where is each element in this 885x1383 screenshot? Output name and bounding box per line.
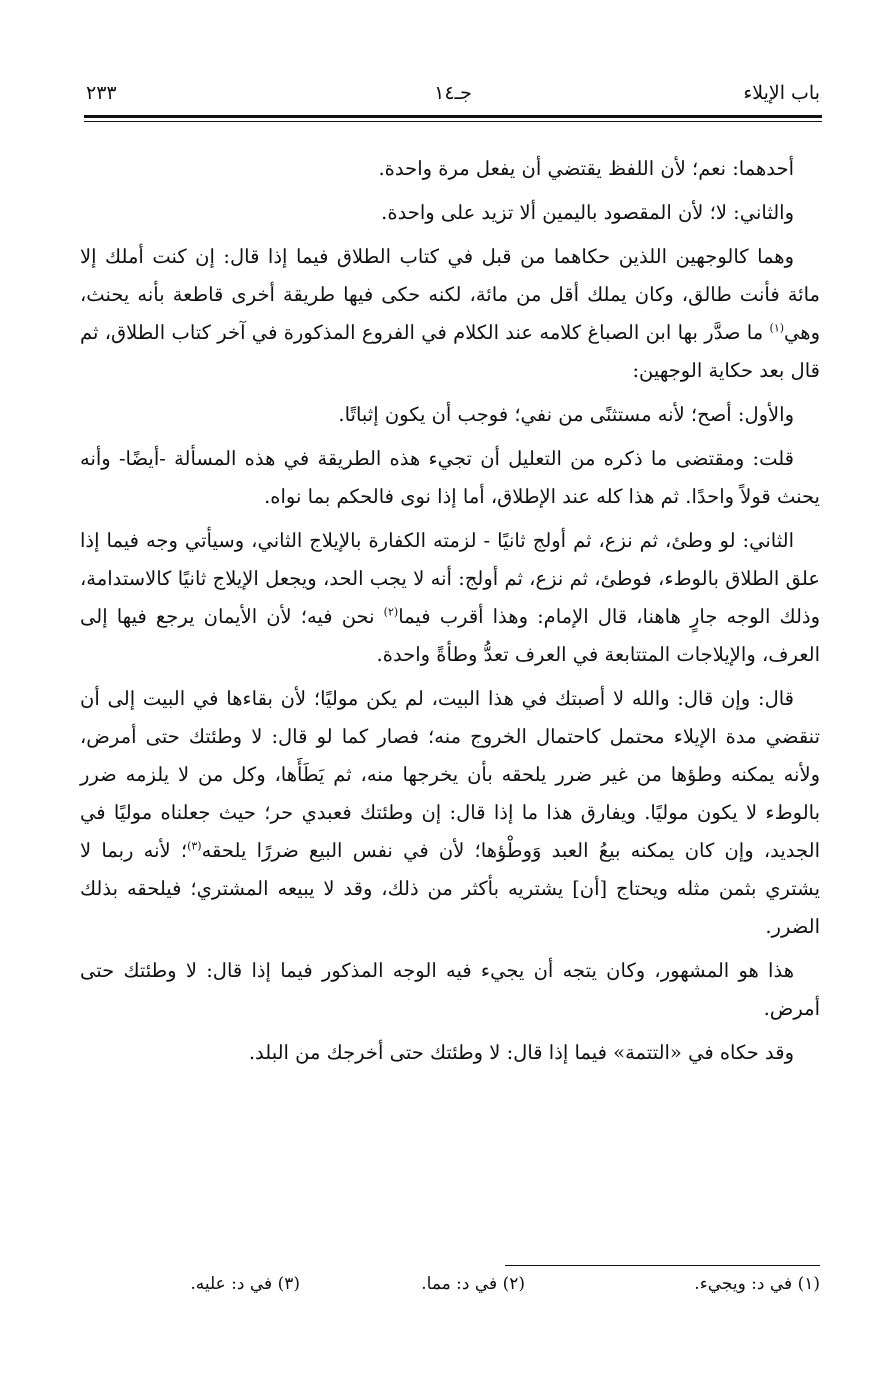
footnote-1: (١) في د: ويجيء. bbox=[694, 1274, 820, 1294]
paragraph-text-continued: نحن فيه؛ لأن الأيمان يرجع فيها إلى العرف، والإيلاجات المتتابعة في العرف تعدُّ وطأةً واحدة. bbox=[80, 605, 820, 666]
main-text bbox=[80, 150, 820, 1078]
paragraph-text: أحدهما: نعم؛ لأن اللفظ يقتضي أن يفعل مرة واحدة. bbox=[378, 157, 794, 180]
paragraph bbox=[80, 1034, 820, 1072]
paragraph-text: وقد حكاه في «التتمة» فيما إذا قال: لا وطئتك حتى أخرجك من البلد. bbox=[248, 1041, 794, 1064]
paragraph-text: وهما كالوجهين اللذين حكاهما من قبل في كتاب الطلاق فيما إذا قال: إن كنت أملك إلا مائة فأنت طالق، وكان يملك أقل من مائة، لكنه حكى فيها طريقة أخرى قاطعة بأنه يحنث، وهي bbox=[80, 245, 820, 344]
page-number: ٢٣٣ bbox=[86, 82, 117, 104]
footnotes bbox=[90, 1274, 820, 1304]
paragraph bbox=[80, 680, 820, 946]
paragraph bbox=[80, 194, 820, 232]
header-rule-thick bbox=[84, 115, 822, 118]
paragraph-text-continued: ؛ لأنه ربما لا يشتري بثمن مثله ويحتاج [أن] يشتريه بأكثر من ذلك، وقد لا يبيعه المشتري؛ فيلحقه بذلك الضرر. bbox=[80, 839, 820, 938]
paragraph-text: قال: وإن قال: والله لا أصبتك في هذا البيت، لم يكن موليًا؛ لأن بقاءها في البيت إلى أن تنقضي مدة الإيلاء محتمل كاحتمال الخروج منه؛ فصار كما لو قال: لا وطئتك حتى أمرض، ولأنه يمكنه وطؤها من غير ضرر يلحقه بأن يخرجها منه، ثم يَطَأَها، وكل من لا يلزمه ضرر بالوطء لا يكون موليًا. ويفارق هذا ما إذا قال: إن وطئتك فعبدي حر؛ حيث جعلناه موليًا في الجديد، وإن كان يمكنه بيعُ العبد وَوطْؤها؛ لأن في نفس البيع ضررًا يلحقه bbox=[80, 687, 820, 862]
page-header bbox=[86, 82, 820, 112]
header-rule-thin bbox=[84, 121, 822, 122]
footnote-marker: (٣) bbox=[187, 839, 202, 853]
footnote-2: (٢) في د: مما. bbox=[421, 1274, 525, 1294]
paragraph-text: والثاني: لا؛ لأن المقصود باليمين ألا تزيد على واحدة. bbox=[381, 201, 794, 224]
footnote-marker: (١) bbox=[769, 321, 785, 335]
paragraph bbox=[80, 952, 820, 1028]
paragraph bbox=[80, 150, 820, 188]
footnote-marker: (٢) bbox=[383, 605, 399, 619]
chapter-title: باب الإيلاء bbox=[743, 82, 820, 104]
paragraph-text: هذا هو المشهور، وكان يتجه أن يجيء فيه الوجه المذكور فيما إذا قال: لا وطئتك حتى أمرض. bbox=[80, 959, 820, 1020]
paragraph bbox=[80, 440, 820, 516]
paragraph bbox=[80, 522, 820, 674]
paragraph bbox=[80, 396, 820, 434]
paragraph-text: قلت: ومقتضى ما ذكره من التعليل أن تجيء هذه الطريقة في هذه المسألة -أيضًا- وأنه يحنث قولاً واحدًا. ثم هذا كله عند الإطلاق، أما إذا نوى فالحكم بما نواه. bbox=[80, 447, 820, 508]
paragraph-text: والأول: أصح؛ لأنه مستثنًى من نفي؛ فوجب أن يكون إثباتًا. bbox=[338, 403, 794, 426]
paragraph-text: الثاني: لو وطئ، ثم نزع، ثم أولج ثانيًا - لزمته الكفارة بالإيلاج الثاني، وسيأتي وجه فيما إذا علق الطلاق بالوطء، فوطئ، ثم نزع، ثم أولج: أنه لا يجب الحد، ويجعل الإيلاج ثانيًا كالاستدامة، وذلك الوجه جارٍ هاهنا، قال الإمام: وهذا أقرب فيما bbox=[80, 529, 820, 628]
volume-label: جـ١٤ bbox=[434, 82, 472, 104]
footnote-3: (٣) في د: عليه. bbox=[190, 1274, 300, 1294]
paragraph-text-continued: ما صدَّر بها ابن الصباغ كلامه عند الكلام في الفروع المذكورة في آخر كتاب الطلاق، ثم قال بعد حكاية الوجهين: bbox=[80, 321, 820, 382]
paragraph bbox=[80, 238, 820, 390]
footnote-separator bbox=[505, 1265, 820, 1266]
